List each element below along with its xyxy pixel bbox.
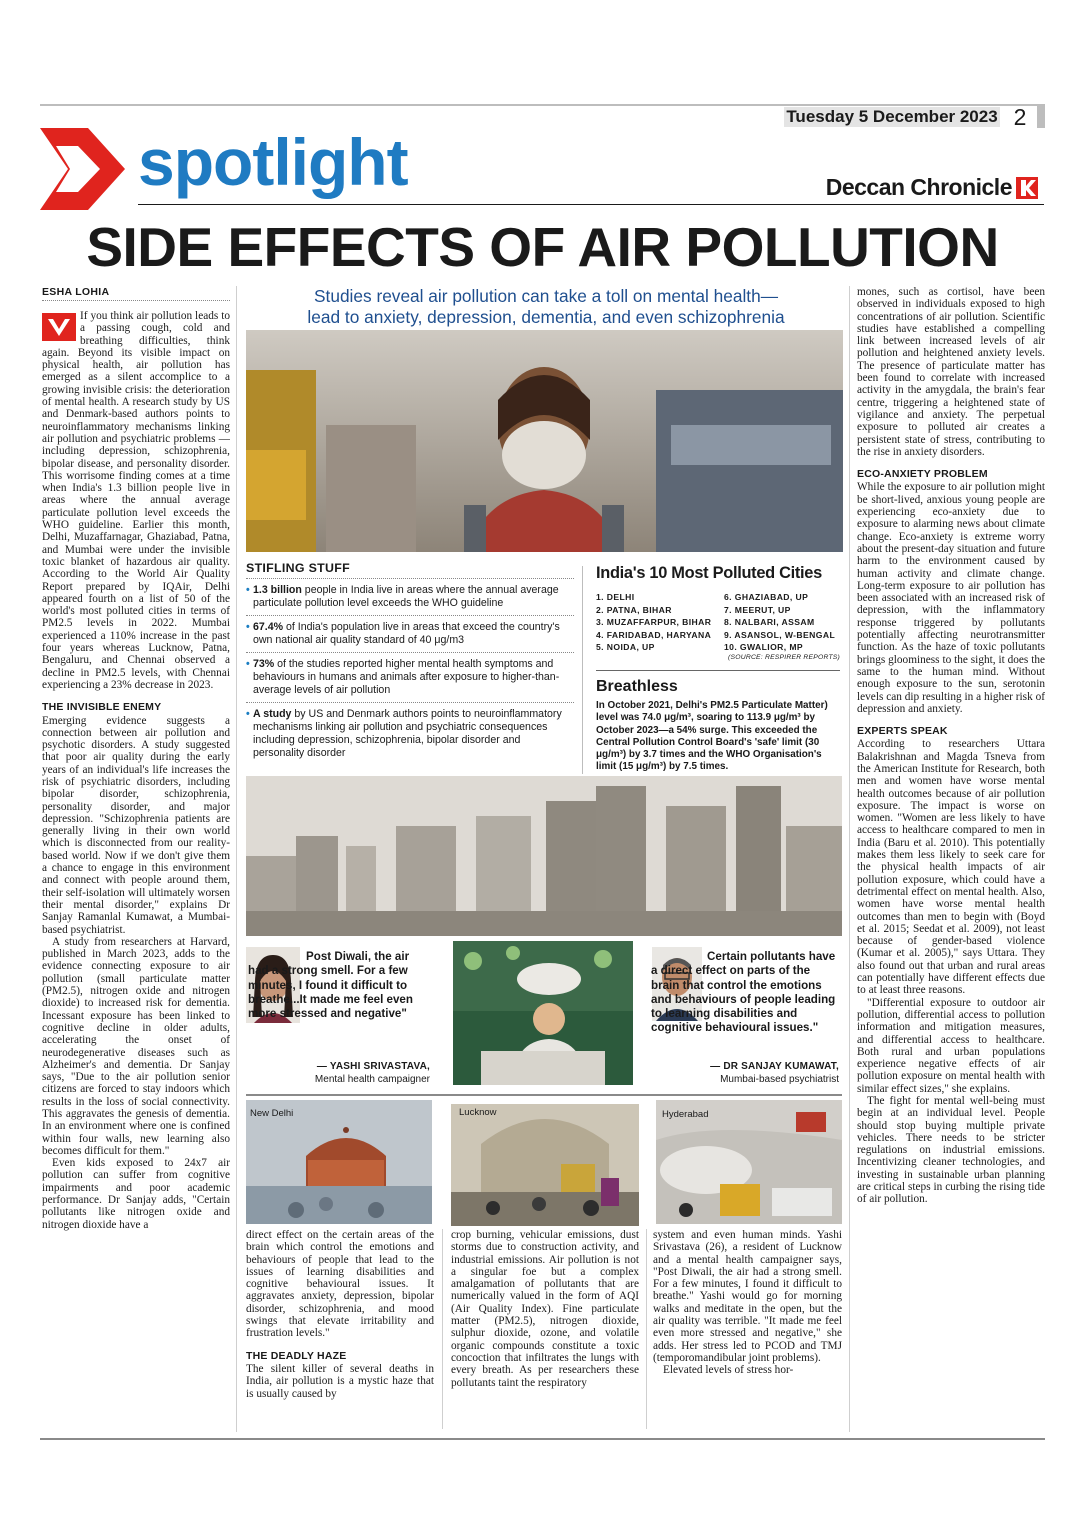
paragraph: mones, such as cortisol, have been observed in individuals exposed to high concentrations of air pollution. Scientific studies have established a compelling link between increased levels of air pollution and heightened anxiety levels. The presence of particulate matter has been found to correlate with increased activity in the amygdala, the brain's fear centre, triggering a heightened state of vigilance and anxiety. The perpetual exposure to polluted air creates a persistent state of stress, contributing to the rise in anxiety disorders.: [857, 286, 1045, 458]
photo-label-lucknow: Lucknow: [459, 1107, 497, 1118]
box-divider: [582, 566, 583, 774]
quote-sanjay-attribution: [652, 1060, 839, 1086]
paragraph: Elevated levels of stress hor-: [663, 1364, 794, 1377]
masthead-rule: [138, 204, 1044, 205]
subhead-invisible-enemy: THE INVISIBLE ENEMY: [42, 701, 162, 714]
headline: SIDE EFFECTS OF AIR POLLUTION: [86, 216, 999, 278]
city-item: 9. ASANSOL, W-BENGAL: [724, 629, 836, 640]
photo-label-hyderabad: Hyderabad: [662, 1109, 709, 1120]
top-rule: [40, 104, 1045, 106]
issue-date: Tuesday 5 December 2023: [784, 107, 1000, 127]
stifling-stuff-box: [246, 560, 574, 765]
paragraph: direct effect on the certain areas of the brain which control the emotions and behaviours of people that lead to the issues of learning disabilities and cognitive behavioural issues. It aggravates anxiety, depression, bipolar disorder, schizophrenia, and mood swings that elevate irritability and frustration levels.": [246, 1229, 434, 1340]
subhead-experts-speak: EXPERTS SPEAK: [857, 725, 948, 738]
skyline-smog-photo: [246, 776, 842, 936]
breathless-title: Breathless: [596, 678, 678, 695]
stifling-item: • 73% of the studies reported higher mental health symptoms and behaviours in humans and animals after exposure to higher-than-average levels of air pollution: [246, 658, 560, 696]
paragraph: Emerging evidence suggests a connection between air pollution and psychotic disorders. A study suggested that poor air quality during the early years of an individual's life increases the risk of psychiatric disorders, including bipolar disorder, schizophrenia, personality disorder, and major depression. "Schizophrenia patients are generally living in their own world which is disconnected from our reality-based world. Now if we don't give them a chance to engage in this environment and connect with people around them, their self-isolation will ultimately worsen their mental disorder," explains Dr Sanjay Ramanlal Kumawat, a Mumbai-based psychiatrist.: [42, 714, 230, 936]
subhead-eco-anxiety: ECO-ANXIETY PROBLEM: [857, 468, 988, 481]
column-divider: [849, 286, 850, 1432]
quote-yashi-name: — YASHI SRIVASTAVA,: [316, 1061, 430, 1072]
col2-body: [246, 1229, 434, 1434]
city-item: 6. GHAZIABAD, UP: [724, 592, 809, 602]
column-divider: [236, 286, 237, 1432]
city-item: 1. DELHI: [596, 592, 635, 602]
stifling-item: • 1.3 billion people in India live in areas where the annual average particulate pollution level exceeds the WHO guideline: [246, 584, 559, 609]
city-item: 5. NOIDA, UP: [596, 642, 655, 652]
col1-body: [42, 310, 230, 1435]
lucknow-photo: [451, 1104, 639, 1226]
quote-sanjay-role: Mumbai-based psychiatrist: [720, 1074, 839, 1085]
paragraph: A study from researchers at Harvard, published in March 2023, adds to the evidence connecting exposure to air pollution (small particulate matter (PM2.5), nitrogen oxide and nitrogen dioxide) to increased risk for dementia. Incessant exposure has been linked to cognitive decline in older adults, accelerating the onset of neurodegenerative diseases such as Alzheimer's and dementia. Dr Sanjay says, "Due to the air pollution senior citizens are forced to stay indoors which results in the loss of social connectivity. This aggravates the genesis of dementia. In an environment where one is confined within four walls, new learning also becomes difficult for them.": [42, 935, 230, 1157]
stifling-title: STIFLING STUFF: [246, 561, 351, 575]
city-item: 7. MEERUT, UP: [724, 604, 791, 615]
breathless-text: In October 2021, Delhi's PM2.5 Particulate Matter) level was 74.0 μg/m³, soaring to 113.9 μg/m³ by October 2023—a 54% surge. This exceeded the Central Pollution Control Board's 'safe' limit (30 μg/m³) by 3.7 times and the WHO Organisation's limit (15 μg/m³) by 7.5 times.: [596, 700, 828, 773]
page-number: 2: [1013, 104, 1027, 130]
col4-body: [653, 1229, 842, 1434]
polluted-cities-box: [596, 562, 840, 661]
byline: ESHA LOHIA: [42, 286, 110, 298]
city-item: 2. PATNA, BIHAR: [596, 604, 672, 615]
col3-body: [451, 1229, 639, 1434]
paragraph: "Differential exposure to outdoor air pollution, differential access to pollution information and mitigation measures, and differential access to healthcare. Both rural and urban populations experience negative effects of air pollution exposure on mental health with similar effect sizes," she explains.: [857, 996, 1045, 1095]
col5-body: [857, 286, 1045, 1434]
stifling-item: • A study by US and Denmark authors points to neuroinflammatory mechanisms linking air pollution and psychiatric consequences including depression, schizophrenia, bipolar disorder and personality disorder: [246, 708, 562, 759]
section-title: spotlight: [138, 125, 408, 199]
page-number-bar: [1037, 106, 1045, 128]
subhead-deadly-haze: THE DEADLY HAZE: [246, 1349, 347, 1362]
box-rule: [596, 670, 840, 671]
section-chevron-logo: [40, 128, 125, 210]
paragraph: Even kids exposed to 24x7 air pollution can suffer from cognitive impairments and poor academic performance. Dr Sanjay adds, "Certain pollutants like nitrogen oxide and nitrogen dioxide have a: [42, 1157, 230, 1231]
quote-sanjay: Certain pollutants have a direct effect on parts of the brain that control the emotions and behaviours of people leading to learning disabilities and cognitive behavioural issues.": [651, 950, 836, 1035]
city-item: 10. GWALIOR, MP: [724, 642, 804, 652]
cities-list-left: [596, 591, 724, 654]
column-divider: [442, 1229, 443, 1429]
paragraph: The fight for mental well-being must begin at an individual level. People should stop buying multiple private vehicles. There needs to be stricter regulations on industrial emissions. Incentivizing cleaner technologies, and investing in sustainable urban planning are critical steps in curbing the rising tide of air pollution.: [857, 1095, 1045, 1206]
stifling-item: • 67.4% of India's population live in areas that exceed the country's own national air quality standard of 40 μg/m3: [246, 621, 560, 646]
standfirst-line-2: lead to anxiety, depression, dementia, and even schizophrenia: [307, 307, 785, 327]
paragraph: According to researchers Uttara Balakrishnan and Magda Tsneva from the American Institute for Research, both men and women have worse mental health outcomes because of air pollution exposure. The impact is worse on women. "Women are less likely to have access to healthcare compared to men in India (Baru et al. 2010). This potentially makes them less likely to seek care for the physical health impacts of air pollution exposure, which could have a detrimental effect on mental health. Also, women have worse mental health outcomes than men to begin with (Boyd et al. 2015; Seedat et al. 2009), not least because of gender-based violence (Kumar et al. 2005)," says Uttara. They also found out that urban and rural areas can potentially have different effects due to at least three reasons.: [857, 738, 1045, 997]
paper-logo-icon: [1016, 177, 1038, 199]
bottom-rule: [40, 1438, 1045, 1440]
paragraph: crop burning, vehicular emissions, dust storms due to construction activity, and industrial emissions. Air pollution is not a singular foe but a complex amalgamation of pollutants that are numerically valued in the form of AQI (Air Quality Index). Fine particulate matter (PM2.5), nitrogen dioxide, sulphur dioxide, ozone, and volatile organic compounds constitute a toxic concoction that infiltrates the lungs with every breath. As per researchers these pollutants taint the respiratory: [451, 1229, 639, 1389]
photo-label-new-delhi: New Delhi: [250, 1108, 294, 1119]
city-item: 4. FARIDABAD, HARYANA: [596, 629, 712, 640]
lead-photo-girl-mask: [246, 330, 843, 552]
paper-name: Deccan Chronicle: [825, 174, 1012, 200]
city-item: 8. NALBARI, ASSAM: [724, 617, 815, 627]
photo-row-rule: [246, 1094, 842, 1096]
quote-sanjay-name: — DR SANJAY KUMAWAT,: [710, 1061, 839, 1072]
byline-rule: [42, 300, 230, 301]
paragraph: system and even human minds. Yashi Srivastava (26), a resident of Lucknow and a mental health campaigner says, "Post Diwali, the air had a strong smell. For a few minutes, I found it difficult to breathe." Yashi would go for morning walks and meditate in the open, but the air quality was terrible. "It made me feel even more stressed and negative," she adds. Her stress led to PCOD and TMJ (temporomandibular joint problems).: [653, 1229, 842, 1364]
quote-yashi-role: Mental health campaigner: [314, 1074, 430, 1085]
city-item: 3. MUZAFFARPUR, BIHAR: [596, 617, 712, 627]
paragraph: While the exposure to air pollution might be short-lived, anxious young people are experiencing eco-anxiety due to exposure to alarming news about climate change. Eco-anxiety is extreme worry about the present-day situation and future harm to the environment caused by human activity and climate change. Long-term exposure to air pollution has been associated with an increased risk of depression, with the inflammatory response triggered by pollutants potentially affecting neurotransmitter function. As the haze of toxic pollutants brings gloominess to the sight, it does the same to the human mind. Without enough exposure to the sun, serotonin levels can dip resulting in a higher risk of depression and anxiety.: [857, 481, 1045, 715]
cities-title: India's 10 Most Polluted Cities: [596, 564, 822, 582]
column-divider: [646, 1229, 647, 1429]
paragraph: The silent killer of several deaths in India, air pollution is a mystic haze that is usually caused by: [246, 1362, 434, 1400]
cities-source: (SOURCE: RESPIRER REPORTS): [728, 653, 840, 661]
quote-yashi: Post Diwali, the air had a strong smell. For a few minutes, I found it difficult to breathe...It made me feel even more stressed and negative": [248, 950, 413, 1021]
cities-list-right: [724, 591, 840, 654]
intro-paragraph: If you think air pollution leads to a passing cough, cold and breathing difficulties, think again. Beyond its visible impact on physical health, air pollution has emerged as a silent accomplice to a growing invisible crisis: the deterioration of mental health. A research study by US and Denmark-based authors points to neuroinflammatory mechanisms linking air pollution and psychiatric problems — including depression, schizophrenia, bipolar disease, and personality disorder. This worrisome finding comes at a time when India's 1.3 billion people live in areas where the annual average particulate pollution level exceeds the WHO guideline. Earlier this month, Delhi, Muzaffarnagar, Ghaziabad, Patna, and Mumbai were under the invisible toxic blanket of hazardous air quality. According to the World Air Quality Report prepared by IQAir, Delhi appeared fourth on a list of 50 of the world's most polluted cities in terms of PM2.5 levels in 2022. Mumbai experienced a 110% increase in the past four years whereas Lucknow, Patna, Bengaluru, and Chennai observed a decline in PM2.5 levels, with Chennai experiencing a 23% decrease in 2023.: [42, 310, 230, 691]
standfirst: [248, 286, 844, 328]
breathless-box: [596, 676, 840, 774]
quote-yashi-attribution: [248, 1060, 430, 1086]
smog-cloud-sofa-photo: [453, 941, 633, 1085]
standfirst-line-1: Studies reveal air pollution can take a toll on mental health—: [314, 286, 778, 306]
